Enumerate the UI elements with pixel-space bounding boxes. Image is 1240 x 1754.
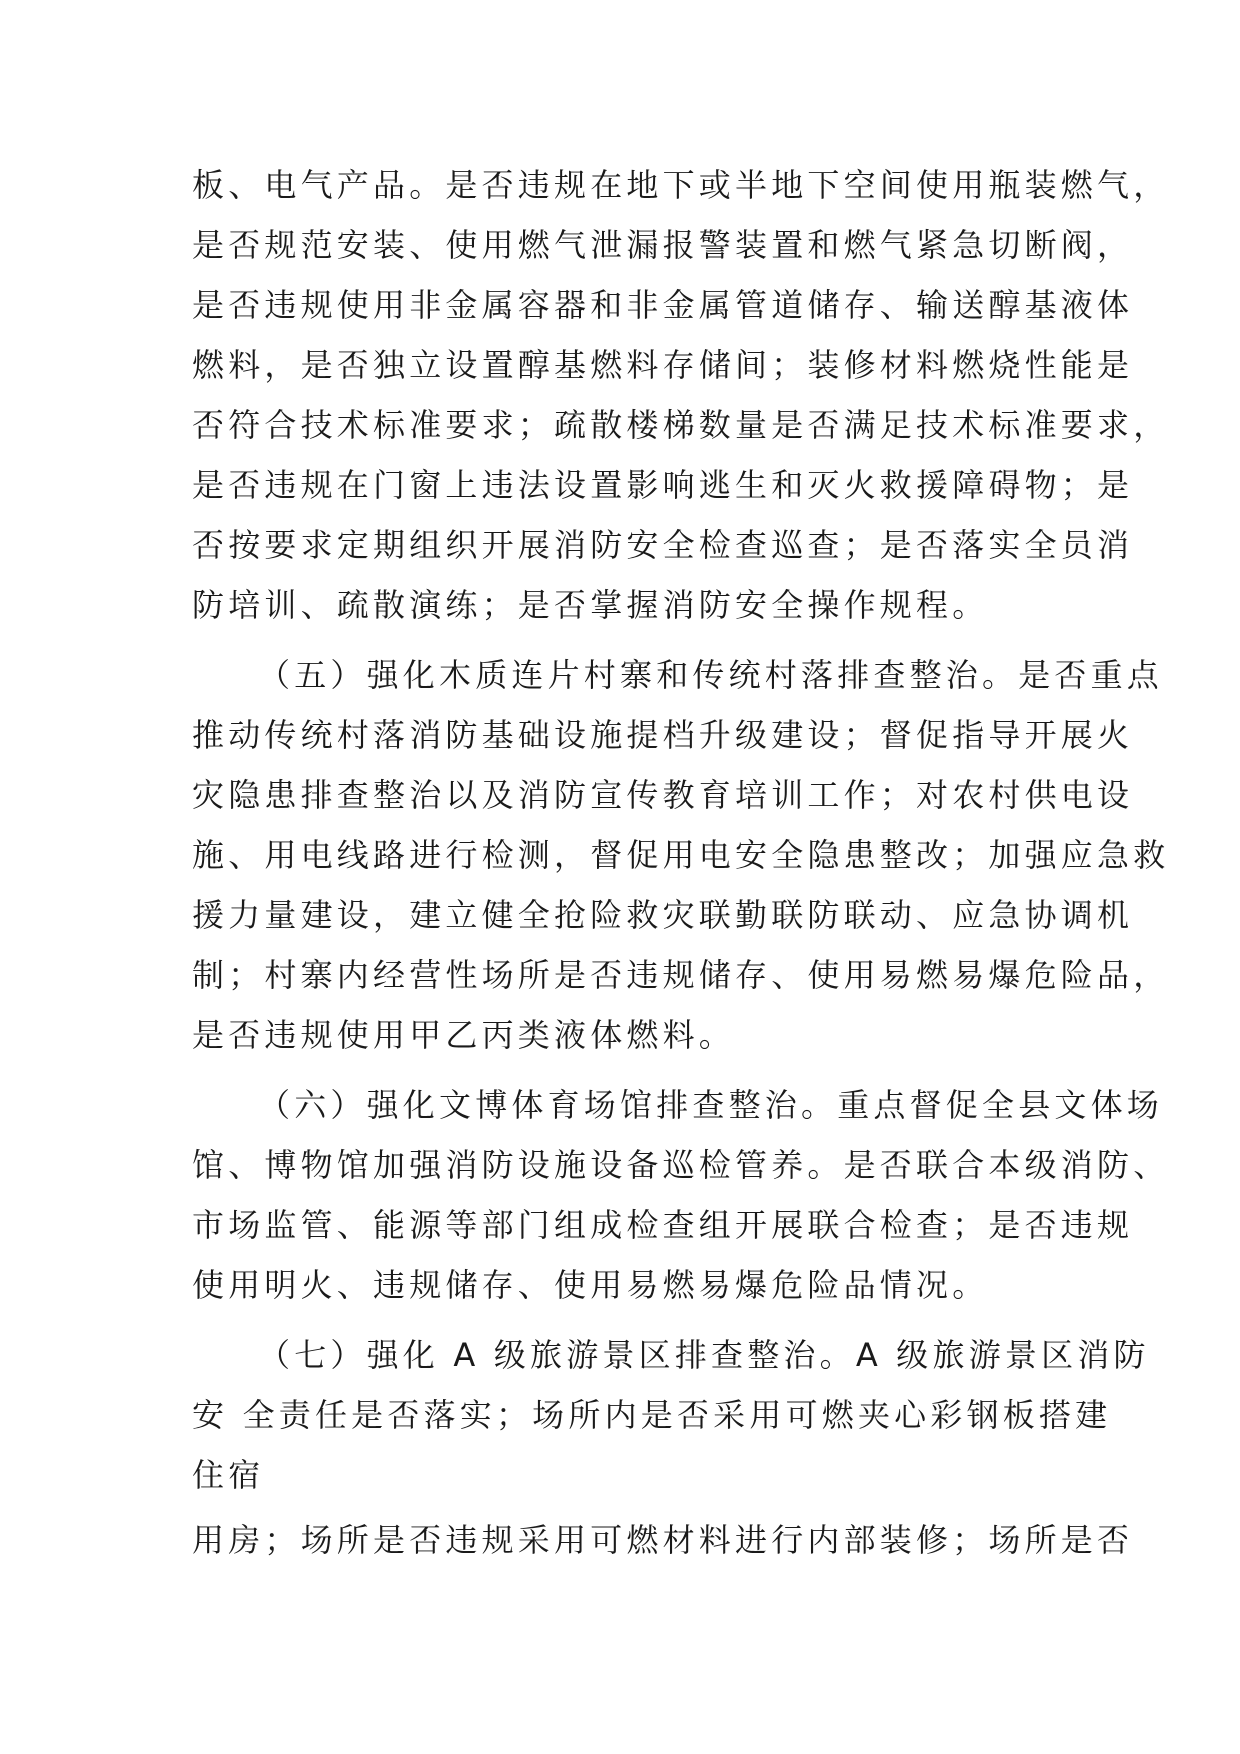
text-line: 燃料，是否独立设置醇基燃料存储间；装修材料燃烧性能是 [192, 346, 1134, 384]
text-line: 是否违规使用非金属容器和非金属管道储存、输送醇基液体 [192, 286, 1134, 324]
text-line: 制；村寨内经营性场所是否违规储存、使用易燃易爆危险品， [192, 956, 1170, 994]
text-line: 用房；场所是否违规采用可燃材料进行内部装修；场所是否 [192, 1521, 1134, 1559]
text-line: 援力量建设，建立健全抢险救灾联勤联防联动、应急协调机 [192, 896, 1134, 934]
text-line: 否按要求定期组织开展消防安全检查巡查；是否落实全员消 [192, 526, 1134, 564]
text-line: 使用明火、违规储存、使用易燃易爆危险品情况。 [192, 1266, 989, 1304]
section-heading-7: （七）强化 A 级旅游景区排查整治。A 级旅游景区消防 [258, 1336, 1150, 1374]
text-line: 推动传统村落消防基础设施提档升级建设；督促指导开展火 [192, 716, 1134, 754]
text-line: 灾隐患排查整治以及消防宣传教育培训工作；对农村供电设 [192, 776, 1134, 814]
text-line: 是否规范安装、使用燃气泄漏报警装置和燃气紧急切断阀， [192, 226, 1134, 264]
text-line: 防培训、疏散演练；是否掌握消防安全操作规程。 [192, 586, 989, 624]
text-line: 施、用电线路进行检测，督促用电安全隐患整改；加强应急救 [192, 836, 1170, 874]
text-line: 安 全责任是否落实；场所内是否采用可燃夹心彩钢板搭建 [192, 1396, 1112, 1434]
text-line: 馆、博物馆加强消防设施设备巡检管养。是否联合本级消防、 [192, 1146, 1170, 1184]
section-heading-5: （五）强化木质连片村寨和传统村落排查整治。是否重点 [258, 656, 1164, 694]
text-line: 市场监管、能源等部门组成检查组开展联合检查；是否违规 [192, 1206, 1134, 1244]
text-line: 板、电气产品。是否违规在地下或半地下空间使用瓶装燃气， [192, 166, 1170, 204]
text-line: 否符合技术标准要求；疏散楼梯数量是否满足技术标准要求， [192, 406, 1170, 444]
text-line: 是否违规使用甲乙丙类液体燃料。 [192, 1016, 736, 1054]
text-line: 是否违规在门窗上违法设置影响逃生和灭火救援障碍物；是 [192, 466, 1134, 504]
text-line: 住宿 [192, 1456, 265, 1494]
section-heading-6: （六）强化文博体育场馆排查整治。重点督促全县文体场 [258, 1086, 1164, 1124]
